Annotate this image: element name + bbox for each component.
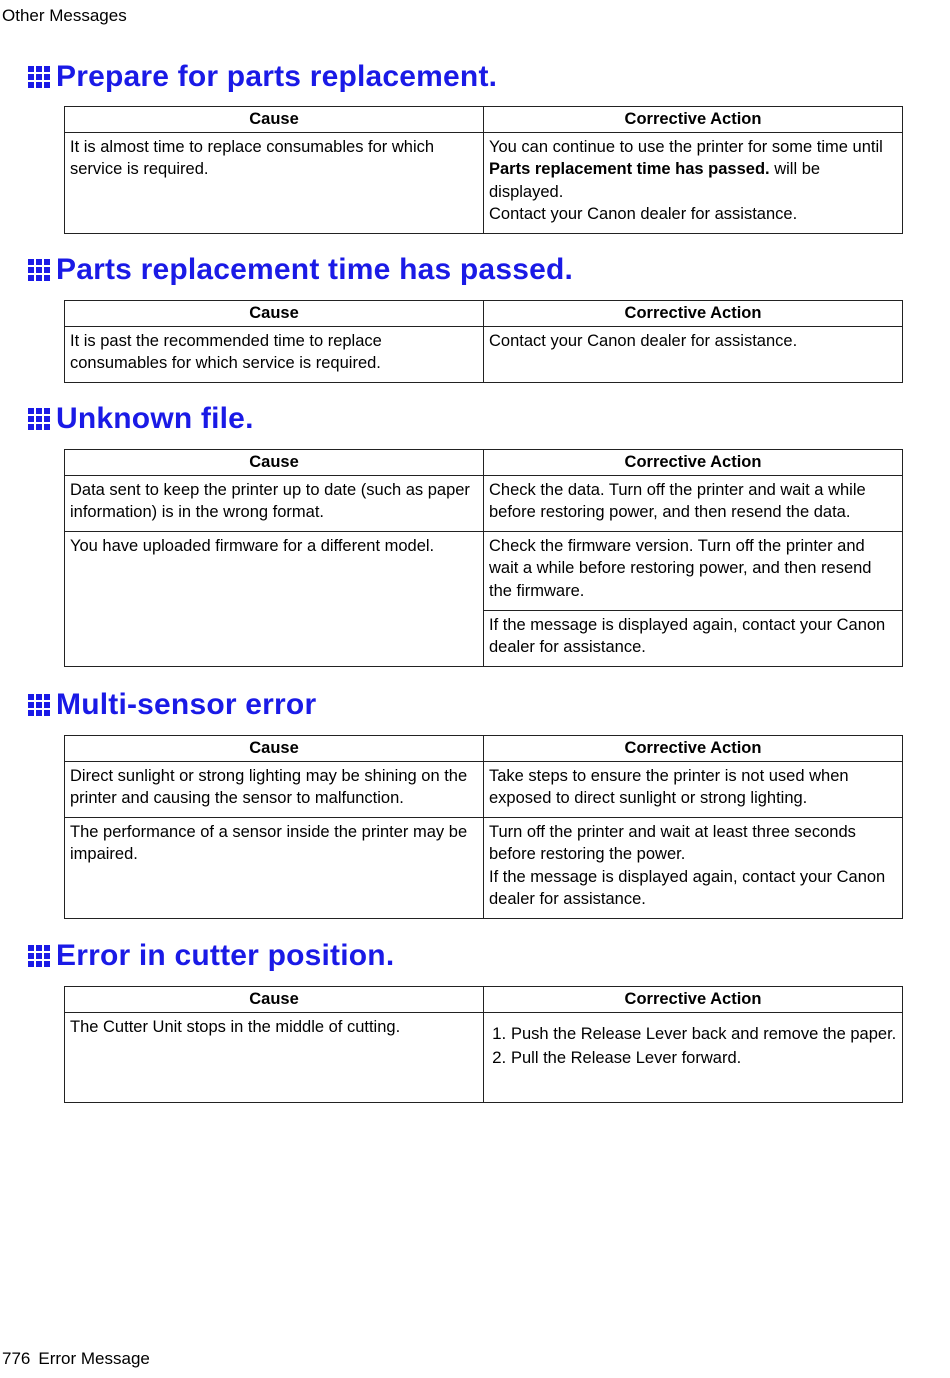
section-title-prepare-parts (28, 60, 497, 94)
grid-icon (28, 408, 50, 430)
section-title-text: Prepare for parts replacement. (56, 60, 498, 93)
cause-cell: You have uploaded firmware for a different model. (65, 531, 484, 666)
action-cell: Take steps to ensure the printer is not used when exposed to direct sunlight or strong lighting. (484, 761, 903, 817)
section-title-text: Multi-sensor error (56, 688, 317, 721)
grid-icon (28, 694, 50, 716)
table-row (65, 531, 903, 610)
action-header: Corrective Action (484, 450, 903, 476)
footer-section: Error Message (38, 1349, 150, 1368)
message-table-multi-sensor (64, 735, 903, 919)
cause-header: Cause (65, 107, 484, 133)
cause-cell: It is almost time to replace consumables for which service is required. (65, 132, 484, 233)
action-steps (489, 1022, 897, 1070)
action-header: Corrective Action (484, 107, 903, 133)
message-table-prepare-parts (64, 106, 903, 234)
action-text: If the message is displayed again, contact your Canon dealer for assistance. (489, 867, 886, 908)
section-title-multi-sensor (28, 688, 316, 722)
section-title-cutter-position (28, 939, 394, 973)
cause-cell: Direct sunlight or strong lighting may be shining on the printer and causing the sensor to malfunction. (65, 761, 484, 817)
message-name-bold: Parts replacement time has passed. (489, 160, 770, 178)
page-number: 776 (2, 1349, 31, 1368)
action-cell (484, 817, 903, 918)
section-title-unknown-file (28, 402, 254, 436)
section-title-parts-passed (28, 253, 573, 287)
cause-header: Cause (65, 301, 484, 327)
section-title-text: Error in cutter position. (56, 939, 395, 972)
action-step: 2. Pull the Release Lever forward. (511, 1046, 897, 1070)
cause-cell: Data sent to keep the printer up to date (such as paper information) is in the wrong format. (65, 475, 484, 531)
cause-header: Cause (65, 736, 484, 762)
table-row (65, 817, 903, 918)
action-text: will be displayed. (489, 160, 821, 201)
action-text: Turn off the printer and wait at least three seconds before restoring the power. (489, 822, 856, 863)
grid-icon (28, 66, 50, 88)
grid-icon (28, 259, 50, 281)
section-title-text: Parts replacement time has passed. (56, 253, 574, 286)
message-table-parts-passed (64, 300, 903, 383)
action-step: 1. Push the Release Lever back and remove the paper. (511, 1022, 897, 1046)
section-title-text: Unknown file. (56, 402, 254, 435)
table-row (65, 761, 903, 817)
action-cell (484, 1012, 903, 1102)
message-table-unknown-file (64, 449, 903, 667)
action-cell: Check the firmware version. Turn off the printer and wait a while before restoring power, and then resend the firmware. (484, 531, 903, 610)
action-header: Corrective Action (484, 301, 903, 327)
action-cell (484, 132, 903, 233)
table-row (65, 1012, 903, 1102)
message-table-cutter-position (64, 986, 903, 1103)
action-header: Corrective Action (484, 987, 903, 1013)
action-cell: If the message is displayed again, contact your Canon dealer for assistance. (484, 610, 903, 666)
action-cell: Contact your Canon dealer for assistance. (484, 326, 903, 382)
grid-icon (28, 945, 50, 967)
cause-header: Cause (65, 987, 484, 1013)
page-footer (2, 1349, 150, 1369)
cause-header: Cause (65, 450, 484, 476)
table-row (65, 475, 903, 531)
action-cell: Check the data. Turn off the printer and wait a while before restoring power, and then resend the data. (484, 475, 903, 531)
cause-cell: The performance of a sensor inside the printer may be impaired. (65, 817, 484, 918)
running-header: Other Messages (2, 6, 127, 25)
table-row (65, 132, 903, 233)
cause-cell: It is past the recommended time to replace consumables for which service is required. (65, 326, 484, 382)
cause-cell: The Cutter Unit stops in the middle of cutting. (65, 1012, 484, 1102)
action-header: Corrective Action (484, 736, 903, 762)
action-text: You can continue to use the printer for some time until (489, 137, 883, 156)
action-text: Contact your Canon dealer for assistance. (489, 205, 798, 223)
table-row (65, 326, 903, 382)
